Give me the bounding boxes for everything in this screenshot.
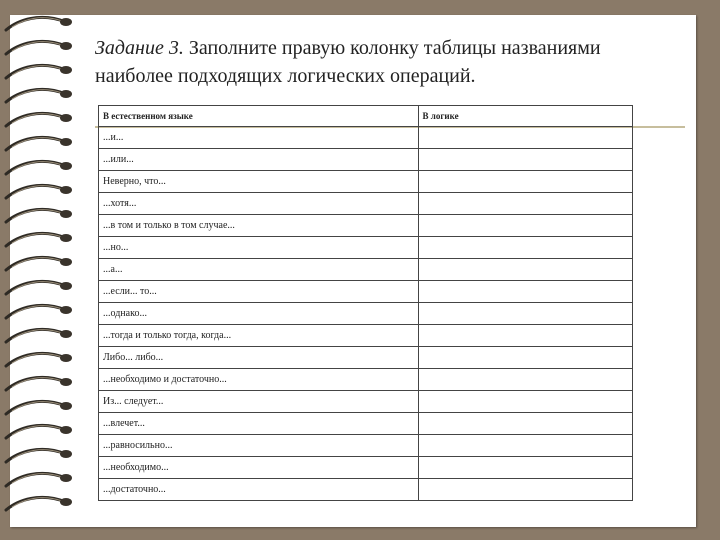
natural-language-cell: ...хотя... bbox=[99, 193, 419, 215]
table-row bbox=[99, 193, 633, 215]
table-header-row bbox=[99, 106, 633, 127]
spiral-ring bbox=[6, 209, 72, 222]
logic-answer-cell[interactable] bbox=[418, 391, 632, 413]
table-row bbox=[99, 259, 633, 281]
spiral-ring bbox=[6, 449, 72, 462]
logic-answer-cell[interactable] bbox=[418, 149, 632, 171]
header-logic: В логике bbox=[418, 106, 632, 127]
spiral-ring bbox=[6, 329, 72, 342]
natural-language-cell: ...влечет... bbox=[99, 413, 419, 435]
table-row bbox=[99, 413, 633, 435]
task-title bbox=[95, 34, 675, 90]
spiral-ring bbox=[6, 233, 72, 246]
natural-language-cell: ...достаточно... bbox=[99, 479, 419, 501]
natural-language-cell: ...но... bbox=[99, 237, 419, 259]
natural-language-cell: Либо... либо... bbox=[99, 347, 419, 369]
spiral-ring bbox=[6, 185, 72, 198]
table-row bbox=[99, 369, 633, 391]
table-row bbox=[99, 215, 633, 237]
table-row bbox=[99, 303, 633, 325]
natural-language-cell: ...а... bbox=[99, 259, 419, 281]
natural-language-cell: ...и... bbox=[99, 127, 419, 149]
spiral-ring bbox=[6, 137, 72, 150]
natural-language-cell: ...тогда и только тогда, когда... bbox=[99, 325, 419, 347]
table-row bbox=[99, 237, 633, 259]
natural-language-cell: Неверно, что... bbox=[99, 171, 419, 193]
spiral-ring bbox=[6, 353, 72, 366]
table-row bbox=[99, 479, 633, 501]
task-number: Задание 3. bbox=[95, 37, 184, 59]
spiral-ring bbox=[6, 473, 72, 486]
logic-answer-cell[interactable] bbox=[418, 413, 632, 435]
logic-answer-cell[interactable] bbox=[418, 303, 632, 325]
spiral-ring bbox=[6, 65, 72, 78]
spiral-ring bbox=[6, 497, 72, 510]
natural-language-cell: ...необходимо... bbox=[99, 457, 419, 479]
logic-answer-cell[interactable] bbox=[418, 171, 632, 193]
spiral-binding bbox=[0, 12, 80, 522]
table-row bbox=[99, 171, 633, 193]
natural-language-cell: ...или... bbox=[99, 149, 419, 171]
spiral-ring bbox=[6, 401, 72, 414]
logic-answer-cell[interactable] bbox=[418, 457, 632, 479]
logic-answer-cell[interactable] bbox=[418, 237, 632, 259]
table-row bbox=[99, 149, 633, 171]
spiral-ring bbox=[6, 89, 72, 102]
natural-language-cell: ...необходимо и достаточно... bbox=[99, 369, 419, 391]
spiral-ring bbox=[6, 281, 72, 294]
spiral-ring bbox=[6, 257, 72, 270]
table-row bbox=[99, 435, 633, 457]
table-row bbox=[99, 281, 633, 303]
natural-language-cell: ...равносильно... bbox=[99, 435, 419, 457]
spiral-ring bbox=[6, 41, 72, 54]
spiral-ring bbox=[6, 17, 72, 30]
spiral-ring bbox=[6, 305, 72, 318]
natural-language-cell: ...в том и только в том случае... bbox=[99, 215, 419, 237]
table-row bbox=[99, 127, 633, 149]
logic-answer-cell[interactable] bbox=[418, 479, 632, 501]
logic-answer-cell[interactable] bbox=[418, 259, 632, 281]
table-row bbox=[99, 347, 633, 369]
spiral-ring bbox=[6, 377, 72, 390]
logic-answer-cell[interactable] bbox=[418, 369, 632, 391]
natural-language-cell: ...однако... bbox=[99, 303, 419, 325]
logic-answer-cell[interactable] bbox=[418, 193, 632, 215]
logic-answer-cell[interactable] bbox=[418, 127, 632, 149]
spiral-ring bbox=[6, 113, 72, 126]
logic-answer-cell[interactable] bbox=[418, 215, 632, 237]
logic-answer-cell[interactable] bbox=[418, 325, 632, 347]
logic-answer-cell[interactable] bbox=[418, 435, 632, 457]
logic-table bbox=[98, 105, 633, 501]
task-text: Заполните правую колонку таблицы названиями наиболее подходящих логических операций. bbox=[95, 37, 601, 87]
natural-language-cell: ...если... то... bbox=[99, 281, 419, 303]
table-row bbox=[99, 457, 633, 479]
table-row bbox=[99, 391, 633, 413]
spiral-ring bbox=[6, 425, 72, 438]
logic-answer-cell[interactable] bbox=[418, 281, 632, 303]
logic-answer-cell[interactable] bbox=[418, 347, 632, 369]
header-natural-language: В естественном языке bbox=[99, 106, 419, 127]
spiral-ring bbox=[6, 161, 72, 174]
natural-language-cell: Из... следует... bbox=[99, 391, 419, 413]
table-row bbox=[99, 325, 633, 347]
